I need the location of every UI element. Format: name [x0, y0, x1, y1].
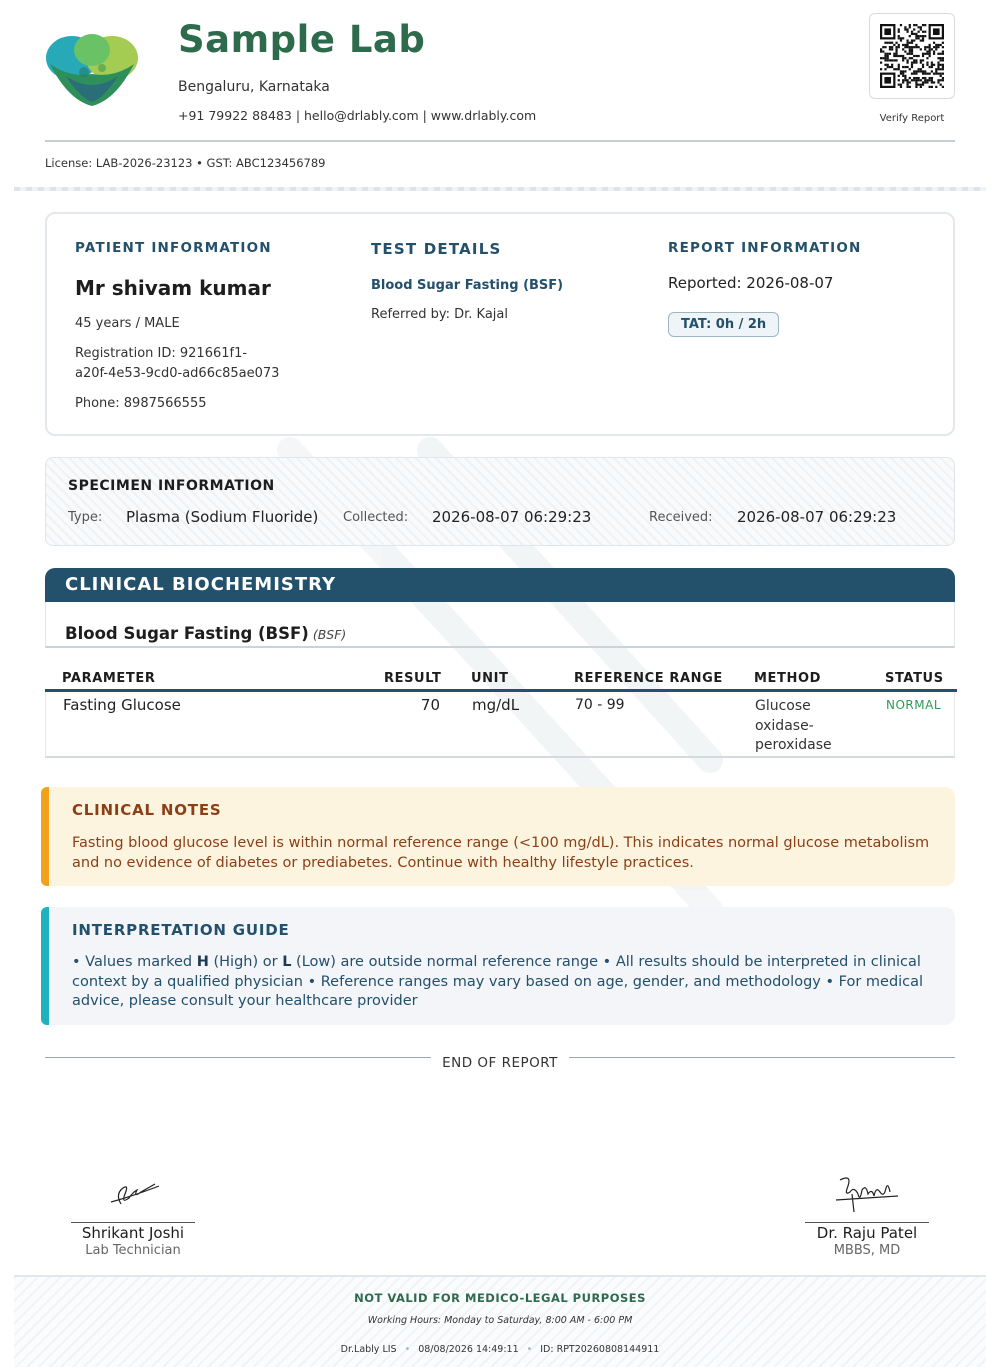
clinical-notes-text: Fasting blood glucose level is within normal reference range (<100 mg/dL). This indicates normal glucose metabolism and no evidence of diabetes or prediabetes. Continue with healthy lifestyle practices.: [72, 835, 930, 871]
department-header: [45, 568, 955, 602]
test-details-title: TEST DETAILS: [371, 240, 502, 258]
specimen-info: [45, 457, 955, 546]
interpretation-guide-title: INTERPRETATION GUIDE: [72, 921, 290, 939]
license-line: License: LAB-2026-23123 • GST: ABC123456789: [45, 156, 326, 170]
table-row: [45, 692, 955, 758]
registration-id-line2: a20f-4e53-9cd0-ad66c85ae073: [75, 366, 280, 381]
collected-label: Collected:: [343, 510, 409, 525]
test-header: [45, 602, 955, 648]
col-status: STATUS: [885, 671, 944, 686]
patient-info-title: PATIENT INFORMATION: [75, 240, 272, 256]
signature-line: [805, 1222, 929, 1223]
footer-warning: NOT VALID FOR MEDICO-LEGAL PURPOSES: [354, 1291, 646, 1305]
lab-name: Sample Lab: [178, 18, 426, 61]
specimen-type-value: Plasma (Sodium Fluoride): [126, 508, 319, 526]
lab-contact-line: +91 79922 88483 | hello@drlably.com | www.drlably.com: [178, 108, 537, 123]
col-reference-range: REFERENCE RANGE: [574, 671, 723, 686]
report-info-title: REPORT INFORMATION: [668, 240, 862, 256]
cell-result: 70: [420, 696, 440, 714]
specimen-title: SPECIMEN INFORMATION: [68, 478, 275, 494]
info-card: [45, 212, 955, 436]
lab-logo-icon: [44, 28, 140, 108]
test-header-title: Blood Sugar Fasting (BSF): [65, 624, 309, 643]
clinical-notes-title: CLINICAL NOTES: [72, 801, 222, 819]
end-divider-right: [569, 1057, 955, 1058]
patient-phone: Phone: 8987566555: [75, 396, 207, 411]
cell-parameter: Fasting Glucose: [63, 696, 181, 714]
verify-qr-code[interactable]: [869, 13, 955, 99]
header-divider: [45, 140, 955, 142]
verify-report-label: Verify Report: [879, 113, 945, 124]
footer-separator: •: [526, 1344, 533, 1355]
section-divider: [14, 187, 986, 191]
specimen-type-label: Type:: [68, 510, 103, 525]
reported-date: Reported: 2026-08-07: [668, 274, 834, 292]
guide-low-marker: L: [282, 954, 292, 970]
patient-info-column: [75, 240, 335, 414]
cell-unit: mg/dL: [472, 696, 520, 714]
test-header-name: [65, 624, 346, 643]
footer-report-id: ID: RPT20260808144911: [540, 1344, 660, 1355]
registration-id-line1: Registration ID: 921661f1-: [75, 346, 248, 361]
patient-name: Mr shivam kumar: [75, 276, 271, 300]
col-result: RESULT: [384, 671, 442, 686]
footer-system: Dr.Lably LIS: [340, 1344, 397, 1355]
footer: [14, 1275, 986, 1367]
report-info-column: [668, 240, 938, 337]
interpretation-guide-box: [41, 907, 955, 1025]
department-title: CLINICAL BIOCHEMISTRY: [65, 574, 337, 595]
footer-meta: [14, 1344, 986, 1355]
signature-technician-image: [103, 1170, 163, 1216]
guide-text-part2: (High) or: [208, 954, 283, 970]
signature-doctor: [805, 1170, 929, 1258]
patient-age-sex: 45 years / MALE: [75, 316, 180, 331]
col-unit: UNIT: [471, 671, 509, 686]
footer-separator: •: [404, 1344, 411, 1355]
tat-badge: TAT: 0h / 2h: [668, 312, 779, 337]
signature-name: Dr. Raju Patel: [816, 1224, 918, 1242]
signature-role: MBBS, MD: [833, 1243, 901, 1258]
clinical-notes-box: [41, 787, 955, 886]
referred-by: Referred by: Dr. Kajal: [371, 307, 508, 322]
footer-working-hours: Working Hours: Monday to Saturday, 8:00 AM - 6:00 PM: [367, 1315, 633, 1326]
signature-role: Lab Technician: [85, 1243, 181, 1258]
received-value: 2026-08-07 06:29:23: [737, 508, 897, 526]
guide-text-part1: • Values marked: [72, 954, 197, 970]
test-name: Blood Sugar Fasting (BSF): [371, 278, 564, 293]
footer-printed: 08/08/2026 14:49:11: [418, 1344, 519, 1355]
signature-name: Shrikant Joshi: [81, 1224, 185, 1242]
signature-technician: [71, 1170, 195, 1258]
col-method: METHOD: [754, 671, 822, 686]
cell-status: NORMAL: [886, 698, 942, 712]
guide-high-marker: H: [196, 954, 209, 970]
interpretation-guide-text: [72, 953, 932, 1012]
end-of-report: END OF REPORT: [442, 1055, 558, 1071]
signature-doctor-image: [832, 1170, 902, 1216]
test-details-column: [371, 240, 631, 325]
signature-line: [71, 1222, 195, 1223]
end-divider-left: [45, 1057, 431, 1058]
cell-method: Glucose oxidase-peroxidase: [755, 698, 832, 753]
test-header-code: (BSF): [312, 627, 347, 642]
received-label: Received:: [649, 510, 713, 525]
qr-code-icon: [880, 24, 944, 88]
collected-value: 2026-08-07 06:29:23: [432, 508, 592, 526]
cell-reference-range: 70 - 99: [575, 697, 625, 713]
guide-text-part3: (Low) are outside normal reference range • All results should be interpreted in clinical context by a qualified physician • Reference ranges may vary based on age, gender, and methodology • For medical advice, please consult your healthcare provider: [72, 954, 924, 1010]
lab-city: Bengaluru, Karnataka: [178, 79, 330, 95]
col-parameter: PARAMETER: [62, 671, 156, 686]
